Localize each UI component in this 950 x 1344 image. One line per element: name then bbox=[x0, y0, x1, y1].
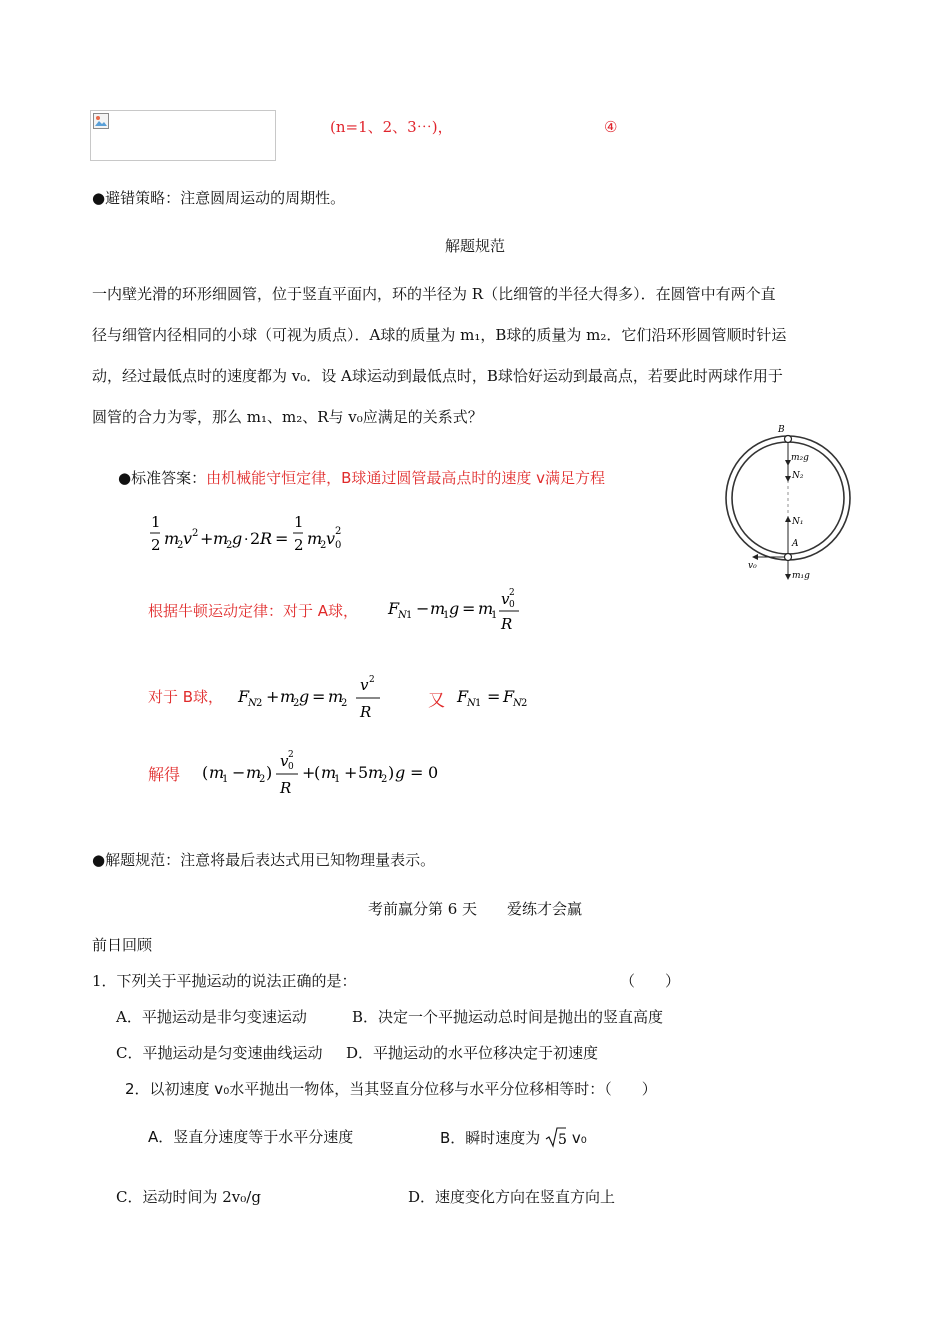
final-equation bbox=[200, 746, 460, 798]
answer-heading bbox=[118, 467, 605, 488]
svg-text:m: m bbox=[209, 763, 225, 782]
svg-text:=: = bbox=[410, 763, 424, 782]
svg-text:2: 2 bbox=[192, 528, 199, 539]
svg-text:(: ( bbox=[202, 763, 209, 782]
svg-text:2: 2 bbox=[335, 526, 342, 537]
section-title: 解题规范 bbox=[444, 237, 505, 255]
svg-text:1: 1 bbox=[443, 610, 450, 621]
svg-text:1: 1 bbox=[475, 698, 482, 709]
svg-text:2: 2 bbox=[369, 675, 375, 685]
svg-text:v: v bbox=[183, 529, 193, 548]
svg-text:+: + bbox=[344, 763, 358, 782]
label-m2g: m₂g bbox=[791, 453, 809, 463]
q2-option-c: C．运动时间为 2v₀/g bbox=[116, 1188, 261, 1206]
svg-text:R: R bbox=[260, 529, 273, 548]
label-n1: N₁ bbox=[792, 517, 804, 527]
problem-paragraph bbox=[92, 274, 862, 438]
svg-text:g: g bbox=[449, 599, 460, 618]
svg-text:m: m bbox=[321, 763, 337, 782]
newton-b-equation bbox=[236, 670, 396, 722]
q2-option-d: D．速度变化方向在竖直方向上 bbox=[408, 1188, 616, 1206]
svg-text:2: 2 bbox=[293, 698, 300, 709]
q1-option-d: D．平抛运动的水平位移决定于初速度 bbox=[346, 1044, 599, 1062]
force-equality bbox=[455, 680, 545, 714]
broken-image-icon bbox=[93, 113, 109, 129]
svg-text:0: 0 bbox=[509, 600, 515, 610]
svg-text:=: = bbox=[275, 529, 289, 548]
n-range-note: (n=1、2、3⋯)， bbox=[330, 118, 453, 136]
svg-text:m: m bbox=[368, 763, 384, 782]
also-label: 又 bbox=[428, 691, 445, 711]
svg-text:0: 0 bbox=[335, 540, 342, 551]
svg-text:=: = bbox=[312, 687, 326, 706]
svg-text:0: 0 bbox=[288, 762, 294, 772]
ball-b bbox=[785, 436, 792, 443]
svg-text:1: 1 bbox=[406, 610, 413, 621]
energy-equation bbox=[148, 510, 378, 560]
svg-text:N: N bbox=[467, 698, 476, 709]
equation-number: ④ bbox=[604, 118, 618, 136]
problem-line: 动，经过最低点时的速度都为 v₀．设 A球运动到最低点时，B球恰好运动到最高点，若要此时两球作用于 bbox=[92, 367, 783, 385]
svg-text:2: 2 bbox=[259, 774, 266, 785]
svg-text:F: F bbox=[503, 687, 515, 706]
svg-text:m: m bbox=[478, 599, 494, 618]
svg-text:1: 1 bbox=[222, 774, 229, 785]
problem-line: 圆管的合力为零，那么 m₁、m₂、R与 v₀应满足的关系式？ bbox=[92, 408, 483, 426]
svg-text:v: v bbox=[280, 752, 289, 770]
svg-text:2: 2 bbox=[177, 540, 184, 551]
q1-stem: 1．下列关于平抛运动的说法正确的是： bbox=[92, 972, 357, 990]
svg-text:F: F bbox=[457, 687, 469, 706]
svg-text:R: R bbox=[360, 703, 372, 721]
tip-standard: ●解题规范：注意将最后表达式用已知物理量表示。 bbox=[92, 851, 436, 869]
svg-text:R: R bbox=[280, 779, 292, 797]
svg-text:·: · bbox=[244, 532, 249, 548]
svg-text:g: g bbox=[299, 687, 310, 706]
day-title: 考前赢分第 6 天 爱练才会赢 bbox=[367, 900, 583, 918]
svg-text:m: m bbox=[280, 687, 296, 706]
svg-text:1: 1 bbox=[151, 513, 161, 531]
q2-option-b-prefix: B．瞬时速度为 bbox=[440, 1129, 541, 1147]
svg-text:5: 5 bbox=[358, 763, 369, 782]
q2-stem: 2．以初速度 v₀水平抛出一物体，当其竖直分位移与水平分位移相等时：（ ） bbox=[125, 1080, 657, 1098]
svg-text:N: N bbox=[513, 698, 522, 709]
svg-text:2: 2 bbox=[521, 698, 528, 709]
q1-option-b: B．决定一个平抛运动总时间是抛出的竖直高度 bbox=[352, 1008, 664, 1026]
svg-text:2: 2 bbox=[320, 540, 327, 551]
svg-text:2: 2 bbox=[341, 698, 348, 709]
svg-text:=: = bbox=[487, 687, 501, 706]
tip-avoid-errors: ●避错策略：注意圆周运动的周期性。 bbox=[92, 189, 346, 207]
problem-line: 径与细管内径相同的小球（可视为质点）．A球的质量为 m₁，B球的质量为 m₂．它们沿环形圆管顺时针运 bbox=[92, 326, 787, 344]
ball-a bbox=[785, 554, 792, 561]
broken-image-placeholder bbox=[90, 110, 276, 161]
svg-text:N: N bbox=[398, 610, 407, 621]
answer-intro: 由机械能守恒定律，B球通过圆管最高点时的速度 v满足方程 bbox=[206, 469, 606, 487]
ring-tube-diagram bbox=[718, 420, 858, 585]
svg-text:1: 1 bbox=[294, 513, 304, 531]
label-n2: N₂ bbox=[792, 471, 804, 481]
svg-text:2: 2 bbox=[226, 540, 233, 551]
svg-text:F: F bbox=[238, 687, 250, 706]
svg-text:v: v bbox=[501, 590, 510, 608]
problem-line: 一内壁光滑的环形细圆管，位于竖直平面内，环的半径为 R（比细管的半径大得多）．在圆管中有两个直 bbox=[92, 285, 776, 303]
answer-label: ●标准答案： bbox=[118, 469, 207, 487]
svg-text:2: 2 bbox=[381, 774, 388, 785]
svg-text:g: g bbox=[395, 763, 406, 782]
svg-text:+: + bbox=[266, 687, 280, 706]
svg-text:F: F bbox=[388, 599, 400, 618]
svg-text:2: 2 bbox=[294, 536, 304, 554]
svg-text:(: ( bbox=[314, 763, 321, 782]
label-v0: v₀ bbox=[748, 561, 757, 571]
svg-text:1: 1 bbox=[334, 774, 341, 785]
label-a: A bbox=[792, 539, 799, 549]
q1-option-c: C．平抛运动是匀变速曲线运动 bbox=[116, 1044, 323, 1062]
svg-text:m: m bbox=[246, 763, 262, 782]
svg-text:m: m bbox=[328, 687, 344, 706]
svg-text:2: 2 bbox=[256, 698, 263, 709]
review-title: 前日回顾 bbox=[92, 936, 153, 954]
q1-option-a: A．平抛运动是非匀变速运动 bbox=[116, 1008, 307, 1026]
label-m1g: m₁g bbox=[792, 571, 810, 581]
svg-text:): ) bbox=[266, 763, 273, 782]
svg-text:=: = bbox=[462, 599, 476, 618]
svg-text:−: − bbox=[416, 599, 430, 618]
svg-text:m: m bbox=[430, 599, 446, 618]
svg-text:v: v bbox=[360, 676, 369, 694]
q1-answer-paren: （ ） bbox=[620, 972, 681, 990]
svg-text:2: 2 bbox=[151, 536, 161, 554]
svg-text:−: − bbox=[232, 763, 246, 782]
svg-text:v: v bbox=[326, 529, 336, 548]
q2-option-b bbox=[440, 1126, 587, 1148]
svg-text:2: 2 bbox=[250, 529, 261, 548]
newton-a-label: 根据牛顿运动定律：对于 A球， bbox=[148, 602, 359, 620]
svg-text:m: m bbox=[213, 529, 229, 548]
svg-text:0: 0 bbox=[428, 763, 439, 782]
newton-a-equation bbox=[386, 584, 546, 636]
q2-option-a: A．竖直分速度等于水平分速度 bbox=[148, 1128, 354, 1146]
svg-text:R: R bbox=[501, 615, 513, 633]
svg-text:): ) bbox=[388, 763, 395, 782]
svg-text:m: m bbox=[164, 529, 180, 548]
svg-text:g: g bbox=[232, 529, 243, 548]
newton-b-label: 对于 B球， bbox=[148, 688, 224, 706]
svg-text:+: + bbox=[302, 763, 316, 782]
label-b: B bbox=[778, 425, 785, 435]
svg-text:N: N bbox=[248, 698, 257, 709]
svg-text:m: m bbox=[307, 529, 323, 548]
solve-label: 解得 bbox=[148, 765, 181, 784]
svg-text:5: 5 bbox=[558, 1132, 567, 1148]
q2-option-b-suffix: v₀ bbox=[571, 1129, 587, 1147]
svg-text:+: + bbox=[200, 529, 214, 548]
svg-text:2: 2 bbox=[288, 750, 294, 760]
svg-text:1: 1 bbox=[491, 610, 498, 621]
sqrt5-symbol bbox=[545, 1126, 567, 1148]
svg-text:2: 2 bbox=[509, 588, 515, 598]
